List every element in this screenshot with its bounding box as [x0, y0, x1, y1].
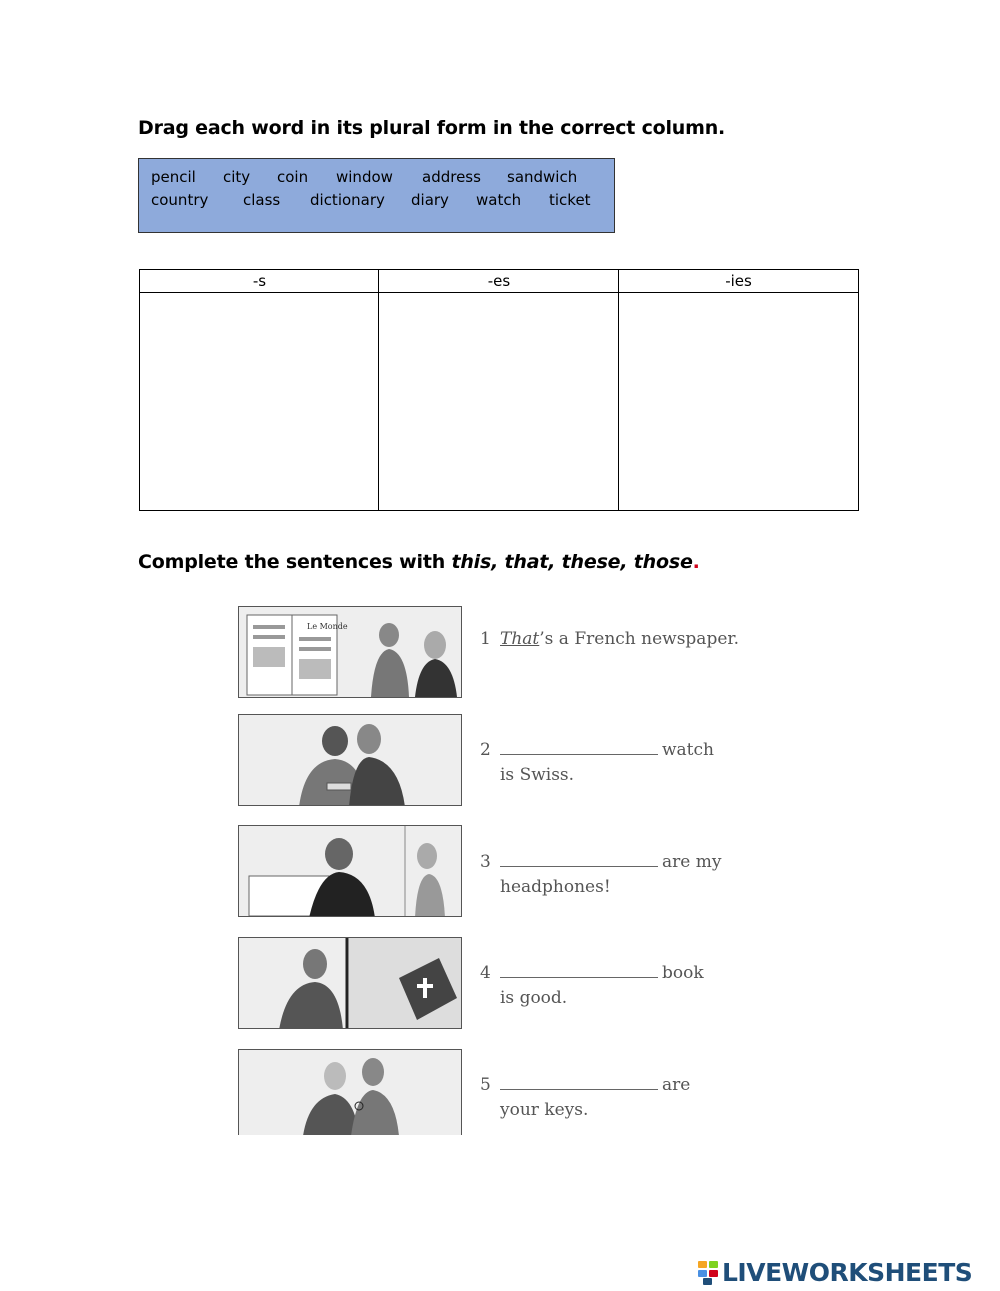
exercise-number: 4	[480, 963, 491, 983]
word-chip[interactable]: ticket	[549, 191, 591, 209]
exercise-2	[480, 738, 760, 788]
answer-blank[interactable]	[500, 740, 658, 755]
word-chip[interactable]: diary	[411, 191, 449, 209]
instruction-prefix: Complete the sentences with	[138, 551, 452, 573]
exercise-text: watch	[662, 740, 714, 760]
answer-blank[interactable]	[500, 852, 658, 867]
illustration-keys	[238, 1049, 462, 1135]
answer-blank[interactable]	[500, 963, 658, 978]
plural-sort-table	[139, 269, 859, 511]
drop-zone-s[interactable]	[140, 293, 378, 510]
word-bank	[138, 158, 615, 233]
column-header-ies: -ies	[619, 270, 858, 293]
word-chip[interactable]: sandwich	[507, 168, 578, 186]
word-chip[interactable]: country	[151, 191, 209, 209]
word-chip[interactable]: dictionary	[310, 191, 385, 209]
exercise-text: are	[662, 1075, 691, 1095]
exercise-3	[480, 850, 760, 900]
word-bank-row	[139, 191, 614, 211]
exercise-text-line2: your keys.	[500, 1100, 589, 1120]
drop-zone-ies[interactable]	[619, 293, 858, 510]
illustration-headphones	[238, 825, 462, 917]
exercise-number: 3	[480, 852, 491, 872]
instruction-words: this, that, these, those	[451, 551, 693, 573]
example-answer: That	[500, 629, 540, 649]
exercise-1	[480, 627, 760, 652]
word-chip[interactable]: window	[336, 168, 393, 186]
instruction-period: .	[692, 551, 700, 573]
logo-text: LIVEWORKSHEETS	[722, 1257, 973, 1287]
liveworksheets-logo	[698, 1255, 972, 1289]
drop-zone-es[interactable]	[379, 293, 618, 510]
answer-blank[interactable]	[500, 1075, 658, 1090]
exercise-number: 1	[480, 629, 491, 649]
exercise-text: ’s a French newspaper.	[539, 629, 740, 649]
word-chip[interactable]: city	[223, 168, 251, 186]
exercise-text-line2: is Swiss.	[500, 765, 575, 785]
word-chip[interactable]: pencil	[151, 168, 196, 186]
instruction-drag: Drag each word in its plural form in the correct column.	[138, 117, 726, 139]
column-header-s: -s	[140, 270, 379, 293]
word-chip[interactable]: coin	[277, 168, 309, 186]
svg-text:Le Monde: Le Monde	[307, 622, 348, 631]
exercise-number: 5	[480, 1075, 491, 1095]
exercise-text-line2: is good.	[500, 988, 568, 1008]
exercise-4	[480, 961, 760, 1011]
exercise-5	[480, 1073, 760, 1123]
word-chip[interactable]: class	[243, 191, 281, 209]
exercise-number: 2	[480, 740, 491, 760]
exercise-text-line2: headphones!	[500, 877, 611, 897]
illustration-newspaper	[238, 606, 462, 698]
word-chip[interactable]: watch	[476, 191, 522, 209]
exercise-text: are my	[662, 852, 722, 872]
exercise-text: book	[662, 963, 704, 983]
logo-mark-icon	[698, 1259, 720, 1285]
word-chip[interactable]: address	[422, 168, 481, 186]
instruction-complete	[138, 551, 700, 573]
column-header-es: -es	[379, 270, 619, 293]
illustration-watch	[238, 714, 462, 806]
illustration-book	[238, 937, 462, 1029]
word-bank-row	[139, 168, 614, 188]
